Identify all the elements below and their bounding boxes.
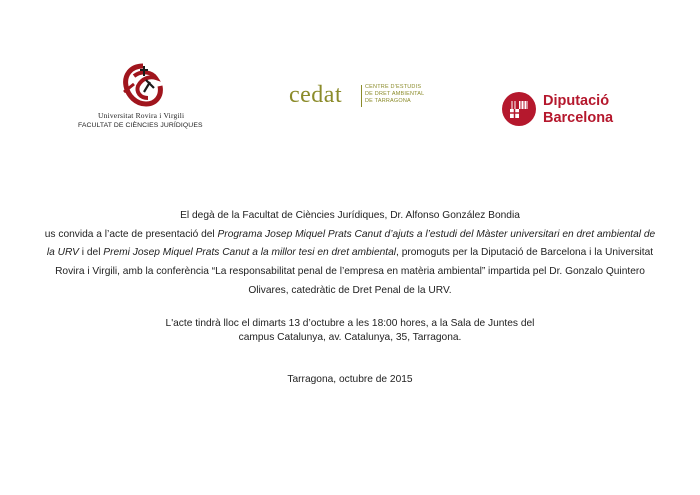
cedat-subtitle: CENTRE D'ESTUDIS DE DRET AMBIENTAL DE TARRAGONA [365,84,425,104]
urv-emblem-icon [120,62,166,108]
programme-name: Programa Josep Miquel Prats Canut d’ajuts a l’estudi del Màster universitari en dret ambiental de la URV [46,228,656,259]
place-date: Tarragona, octubre de 2015 [287,373,413,385]
cedat-logo [289,82,439,112]
invitation-paragraph-2 [40,317,660,345]
invitation-text [40,207,660,389]
invite-text: us convida a l’acte de presentació del [44,228,218,240]
cedat-divider [361,85,362,107]
cedat-wordmark: cedat [289,82,343,108]
urv-name: Universitat Rovira i Virgili [98,111,185,120]
urv-logo [78,62,208,132]
award-name: Premi Josep Miquel Prats Canut a la millor tesi en dret ambiental [103,247,397,259]
diputacio-seal-icon [501,91,537,127]
urv-faculty: FACULTAT DE CIÈNCIES JURÍDIQUES [78,122,203,129]
venue-line-2: campus Catalunya, av. Catalunya, 35, Tarragona. [238,331,462,343]
diputacio-line1: Diputació [543,93,610,109]
intro-sentence: El degà de la Facultat de Ciències Jurídiques, Dr. Alfonso González Bondia [180,210,520,221]
conference-text: , promoguts per la Diputació de Barcelona i la Universitat Rovira i Virgili, amb la conferència “La responsabilitat penal de l’empresa en matèria ambiental” impartida pel Dr. Gonzalo Quintero Olivares, catedràtic de Dret Penal de la URV. [55,247,654,296]
connector-text: i del [78,247,104,259]
invitation-paragraph-1 [40,207,660,301]
diputacio-logo [501,91,631,131]
venue-line-1: L'acte tindrà lloc el dimarts 13 d’octubre a les 18:00 hores, a la Sala de Juntes del [165,317,535,329]
diputacio-line2: Barcelona [543,110,614,126]
